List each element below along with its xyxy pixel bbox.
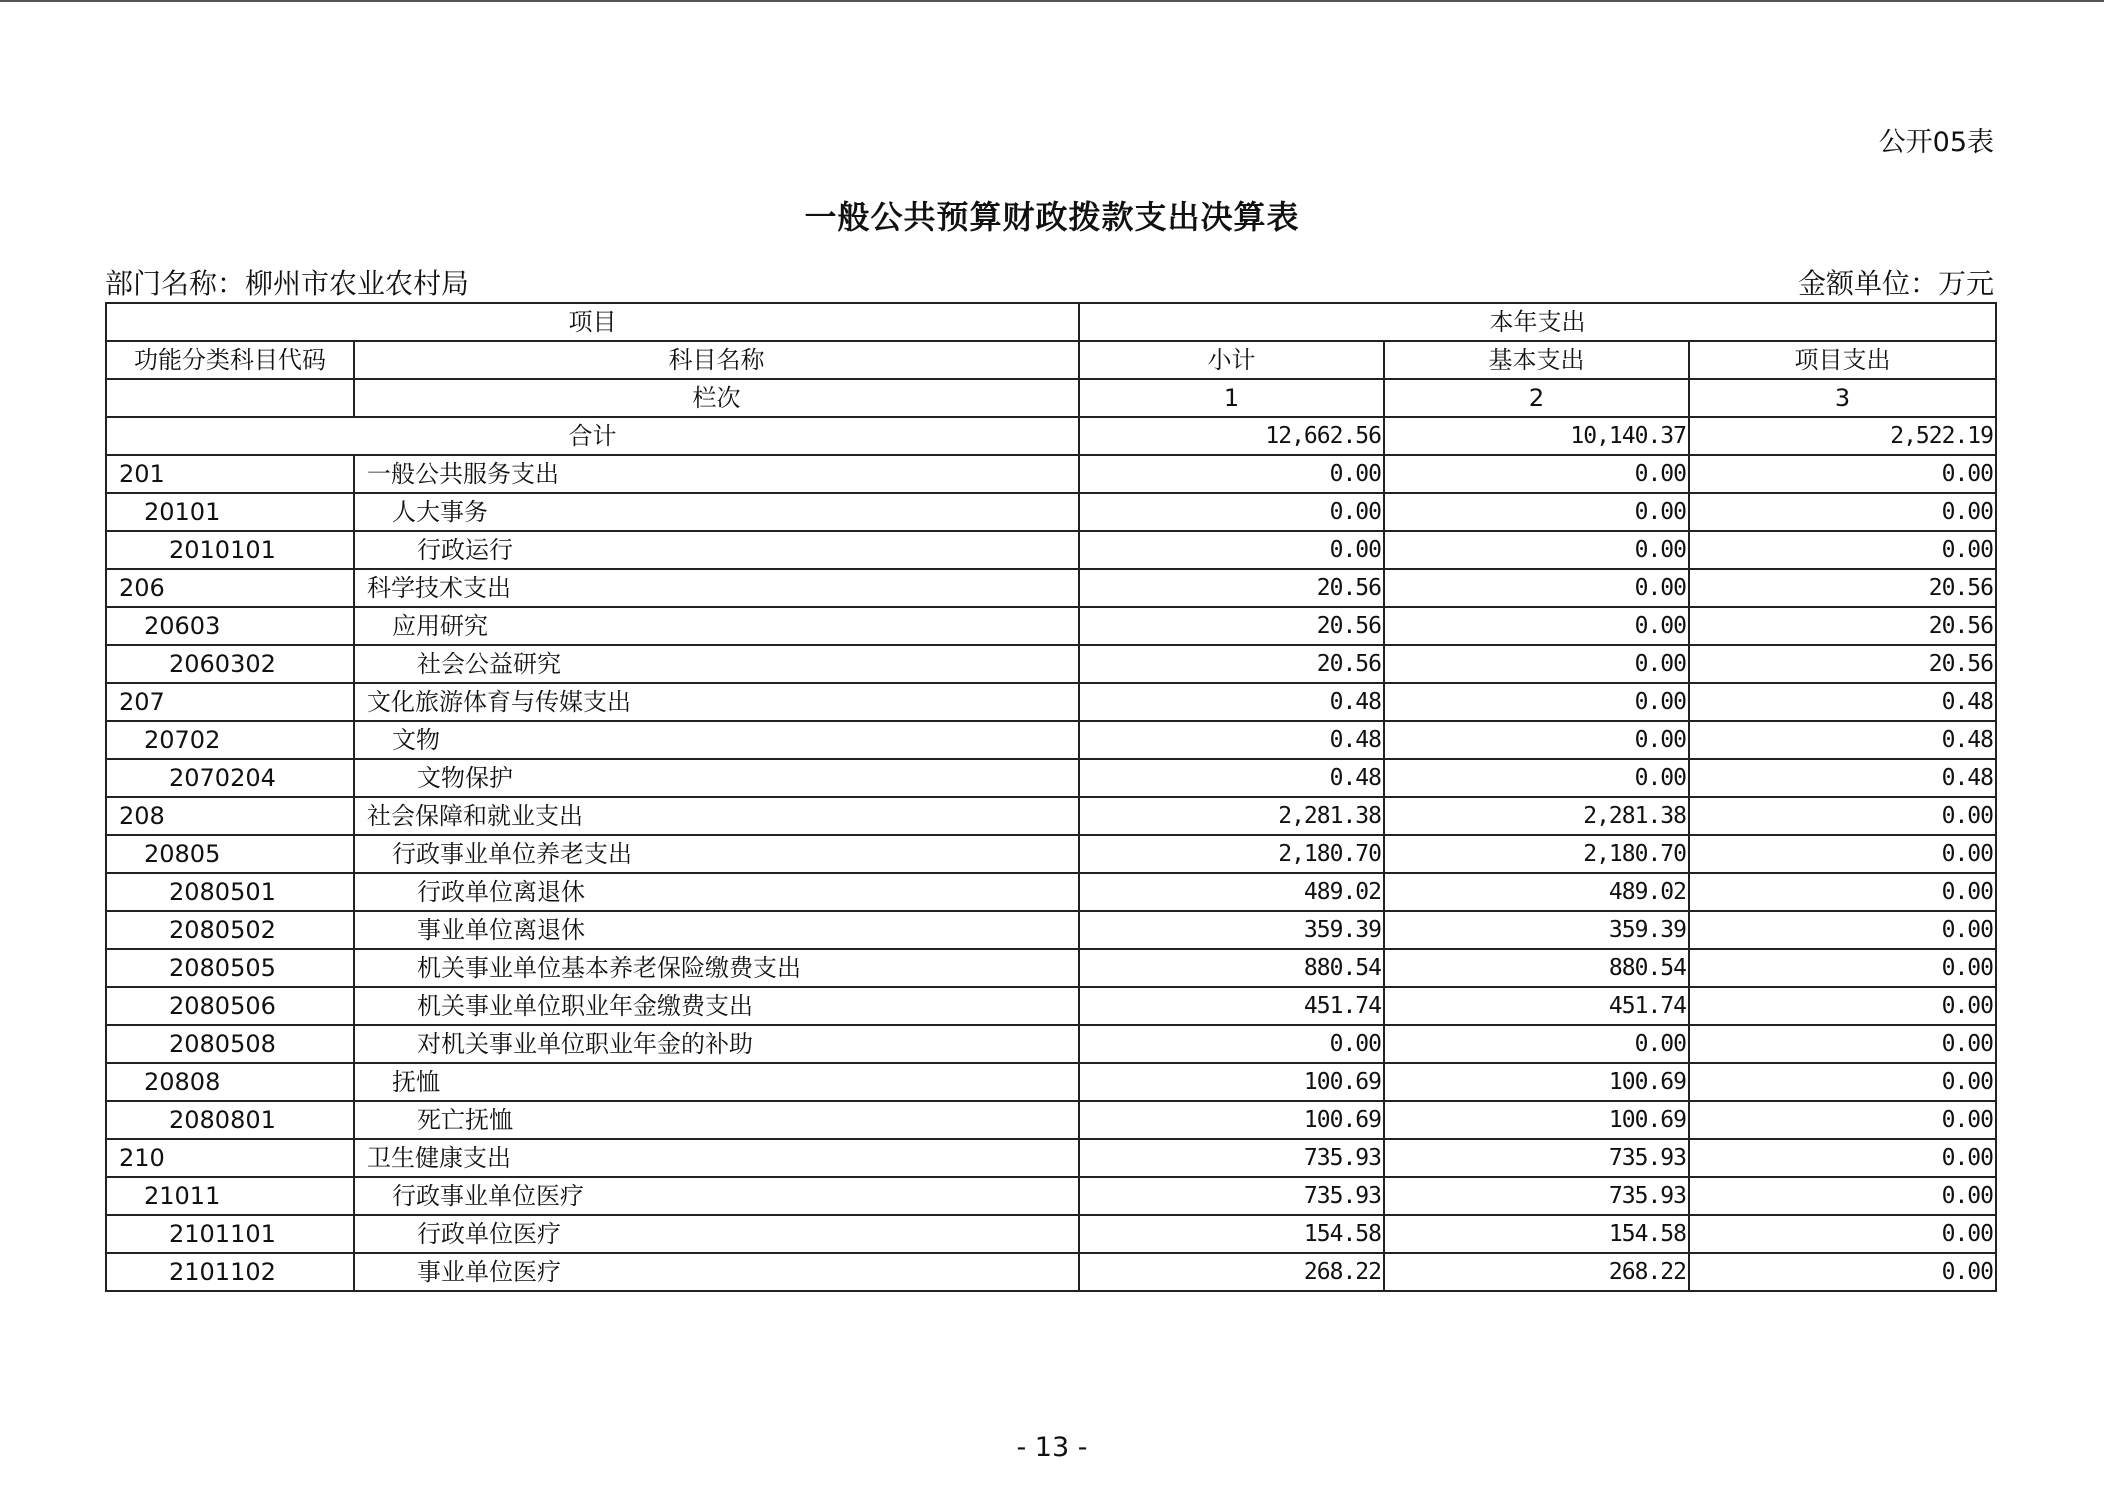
row-basic: 2,281.38 xyxy=(1384,797,1689,835)
row-basic: 451.74 xyxy=(1384,987,1689,1025)
table-row xyxy=(106,683,1996,721)
row-project: 0.00 xyxy=(1689,493,1996,531)
table-row xyxy=(106,645,1996,683)
row-basic: 100.69 xyxy=(1384,1101,1689,1139)
row-code: 2070204 xyxy=(106,759,354,797)
row-project: 0.48 xyxy=(1689,683,1996,721)
table-row xyxy=(106,873,1996,911)
row-name: 机关事业单位基本养老保险缴费支出 xyxy=(354,949,1079,987)
header-row-3 xyxy=(106,379,1996,417)
row-project: 0.00 xyxy=(1689,1139,1996,1177)
row-name: 卫生健康支出 xyxy=(354,1139,1079,1177)
table-row xyxy=(106,1253,1996,1291)
row-project: 0.00 xyxy=(1689,1253,1996,1291)
row-project: 0.00 xyxy=(1689,911,1996,949)
header-blank-cell xyxy=(106,379,354,417)
row-subtotal: 0.48 xyxy=(1079,759,1384,797)
row-code: 20603 xyxy=(106,607,354,645)
row-project: 20.56 xyxy=(1689,645,1996,683)
row-code: 207 xyxy=(106,683,354,721)
row-basic: 735.93 xyxy=(1384,1139,1689,1177)
row-subtotal: 154.58 xyxy=(1079,1215,1384,1253)
row-code: 208 xyxy=(106,797,354,835)
row-name: 人大事务 xyxy=(354,493,1079,531)
header-basic: 基本支出 xyxy=(1384,341,1689,379)
row-subtotal: 359.39 xyxy=(1079,911,1384,949)
table-row xyxy=(106,569,1996,607)
row-basic: 0.00 xyxy=(1384,645,1689,683)
row-project: 0.00 xyxy=(1689,455,1996,493)
row-name: 机关事业单位职业年金缴费支出 xyxy=(354,987,1079,1025)
table-row xyxy=(106,911,1996,949)
row-name: 社会公益研究 xyxy=(354,645,1079,683)
table-row xyxy=(106,987,1996,1025)
header-column-index: 栏次 xyxy=(354,379,1079,417)
row-project: 0.00 xyxy=(1689,1063,1996,1101)
table-row xyxy=(106,1139,1996,1177)
page-number: - 13 - xyxy=(1016,1432,1088,1463)
top-border-line xyxy=(0,0,2104,2)
row-name: 死亡抚恤 xyxy=(354,1101,1079,1139)
row-code: 2080506 xyxy=(106,987,354,1025)
row-name: 文物 xyxy=(354,721,1079,759)
header-year-expense: 本年支出 xyxy=(1079,303,1996,341)
row-basic: 0.00 xyxy=(1384,683,1689,721)
row-code: 20808 xyxy=(106,1063,354,1101)
row-subtotal: 880.54 xyxy=(1079,949,1384,987)
row-project: 0.00 xyxy=(1689,1101,1996,1139)
row-basic: 2,180.70 xyxy=(1384,835,1689,873)
row-project: 0.00 xyxy=(1689,531,1996,569)
table-row xyxy=(106,797,1996,835)
row-basic: 0.00 xyxy=(1384,455,1689,493)
row-name: 行政运行 xyxy=(354,531,1079,569)
row-subtotal: 735.93 xyxy=(1079,1139,1384,1177)
row-basic: 0.00 xyxy=(1384,721,1689,759)
row-subtotal: 451.74 xyxy=(1079,987,1384,1025)
row-subtotal: 735.93 xyxy=(1079,1177,1384,1215)
row-name: 应用研究 xyxy=(354,607,1079,645)
table-row xyxy=(106,455,1996,493)
table-row xyxy=(106,949,1996,987)
row-code: 201 xyxy=(106,455,354,493)
total-label: 合计 xyxy=(106,417,1079,455)
row-code: 20702 xyxy=(106,721,354,759)
page-title: 一般公共预算财政拨款支出决算表 xyxy=(804,198,1300,236)
row-name: 行政事业单位医疗 xyxy=(354,1177,1079,1215)
total-row xyxy=(106,417,1996,455)
row-name: 科学技术支出 xyxy=(354,569,1079,607)
row-subtotal: 0.48 xyxy=(1079,683,1384,721)
row-code: 21011 xyxy=(106,1177,354,1215)
header-item: 项目 xyxy=(106,303,1079,341)
row-project: 0.48 xyxy=(1689,721,1996,759)
table-row xyxy=(106,531,1996,569)
table-row xyxy=(106,759,1996,797)
row-name: 社会保障和就业支出 xyxy=(354,797,1079,835)
row-name: 文化旅游体育与传媒支出 xyxy=(354,683,1079,721)
total-basic: 10,140.37 xyxy=(1384,417,1689,455)
row-name: 行政单位离退休 xyxy=(354,873,1079,911)
table-row xyxy=(106,1177,1996,1215)
row-code: 210 xyxy=(106,1139,354,1177)
row-project: 0.00 xyxy=(1689,1177,1996,1215)
header-col1: 1 xyxy=(1079,379,1384,417)
row-basic: 359.39 xyxy=(1384,911,1689,949)
row-name: 事业单位离退休 xyxy=(354,911,1079,949)
table-row xyxy=(106,1025,1996,1063)
row-code: 2080508 xyxy=(106,1025,354,1063)
row-project: 20.56 xyxy=(1689,607,1996,645)
row-code: 2080801 xyxy=(106,1101,354,1139)
row-basic: 0.00 xyxy=(1384,1025,1689,1063)
form-number: 公开05表 xyxy=(1878,127,1994,158)
header-col2: 2 xyxy=(1384,379,1689,417)
row-name: 事业单位医疗 xyxy=(354,1253,1079,1291)
table-row xyxy=(106,835,1996,873)
total-project: 2,522.19 xyxy=(1689,417,1996,455)
row-subtotal: 100.69 xyxy=(1079,1101,1384,1139)
row-basic: 0.00 xyxy=(1384,531,1689,569)
row-project: 20.56 xyxy=(1689,569,1996,607)
table-row xyxy=(106,721,1996,759)
table-row xyxy=(106,607,1996,645)
row-project: 0.00 xyxy=(1689,797,1996,835)
row-code: 2101101 xyxy=(106,1215,354,1253)
total-subtotal: 12,662.56 xyxy=(1079,417,1384,455)
row-subtotal: 268.22 xyxy=(1079,1253,1384,1291)
row-basic: 489.02 xyxy=(1384,873,1689,911)
row-subtotal: 489.02 xyxy=(1079,873,1384,911)
row-name: 对机关事业单位职业年金的补助 xyxy=(354,1025,1079,1063)
row-project: 0.00 xyxy=(1689,1025,1996,1063)
row-basic: 100.69 xyxy=(1384,1063,1689,1101)
row-basic: 735.93 xyxy=(1384,1177,1689,1215)
row-subtotal: 100.69 xyxy=(1079,1063,1384,1101)
header-row-1 xyxy=(106,303,1996,341)
table-row xyxy=(106,493,1996,531)
row-basic: 0.00 xyxy=(1384,569,1689,607)
header-row-2 xyxy=(106,341,1996,379)
row-subtotal: 0.00 xyxy=(1079,455,1384,493)
row-subtotal: 2,281.38 xyxy=(1079,797,1384,835)
row-code: 2010101 xyxy=(106,531,354,569)
row-subtotal: 0.00 xyxy=(1079,1025,1384,1063)
row-subtotal: 20.56 xyxy=(1079,569,1384,607)
row-project: 0.00 xyxy=(1689,835,1996,873)
row-basic: 268.22 xyxy=(1384,1253,1689,1291)
row-project: 0.48 xyxy=(1689,759,1996,797)
row-subtotal: 20.56 xyxy=(1079,645,1384,683)
row-code: 2101102 xyxy=(106,1253,354,1291)
row-name: 文物保护 xyxy=(354,759,1079,797)
row-basic: 154.58 xyxy=(1384,1215,1689,1253)
table-row xyxy=(106,1063,1996,1101)
amount-unit: 金额单位：万元 xyxy=(1797,267,1994,300)
header-col3: 3 xyxy=(1689,379,1996,417)
row-subtotal: 0.00 xyxy=(1079,531,1384,569)
row-basic: 880.54 xyxy=(1384,949,1689,987)
row-code: 2060302 xyxy=(106,645,354,683)
row-code: 206 xyxy=(106,569,354,607)
row-name: 行政单位医疗 xyxy=(354,1215,1079,1253)
header-project: 项目支出 xyxy=(1689,341,1996,379)
header-code: 功能分类科目代码 xyxy=(106,341,354,379)
row-subtotal: 0.48 xyxy=(1079,721,1384,759)
row-project: 0.00 xyxy=(1689,873,1996,911)
row-name: 行政事业单位养老支出 xyxy=(354,835,1079,873)
row-name: 一般公共服务支出 xyxy=(354,455,1079,493)
row-subtotal: 0.00 xyxy=(1079,493,1384,531)
header-name: 科目名称 xyxy=(354,341,1079,379)
department-name: 部门名称：柳州市农业农村局 xyxy=(105,267,470,300)
row-basic: 0.00 xyxy=(1384,607,1689,645)
row-subtotal: 20.56 xyxy=(1079,607,1384,645)
row-code: 2080501 xyxy=(106,873,354,911)
row-code: 2080502 xyxy=(106,911,354,949)
row-code: 20805 xyxy=(106,835,354,873)
table-row xyxy=(106,1215,1996,1253)
row-project: 0.00 xyxy=(1689,987,1996,1025)
table-row xyxy=(106,1101,1996,1139)
row-basic: 0.00 xyxy=(1384,493,1689,531)
row-project: 0.00 xyxy=(1689,949,1996,987)
row-project: 0.00 xyxy=(1689,1215,1996,1253)
row-code: 2080505 xyxy=(106,949,354,987)
row-code: 20101 xyxy=(106,493,354,531)
row-basic: 0.00 xyxy=(1384,759,1689,797)
header-subtotal: 小计 xyxy=(1079,341,1384,379)
expenditure-table xyxy=(105,302,1997,1292)
row-subtotal: 2,180.70 xyxy=(1079,835,1384,873)
row-name: 抚恤 xyxy=(354,1063,1079,1101)
